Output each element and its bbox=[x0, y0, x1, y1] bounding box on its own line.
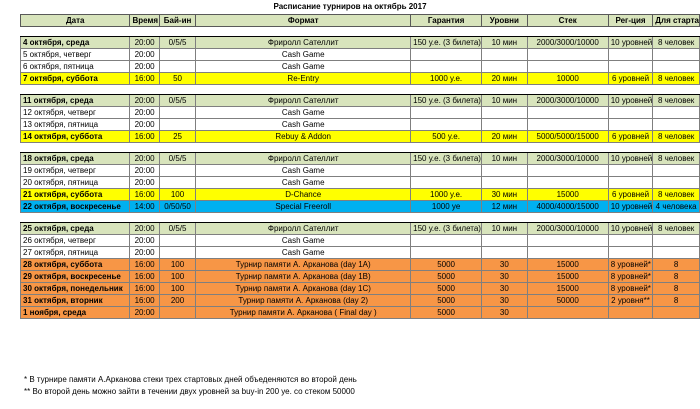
cell-stack: 15000 bbox=[527, 283, 608, 295]
spacer-cell bbox=[196, 85, 411, 95]
spacer-cell bbox=[482, 27, 528, 37]
cell-buyin: 200 bbox=[159, 295, 195, 307]
cell-format: Турнир памяти А. Арканова (day 1C) bbox=[196, 283, 411, 295]
cell-time: 14:00 bbox=[130, 201, 159, 213]
cell-buyin bbox=[159, 177, 195, 189]
spacer-cell bbox=[130, 27, 159, 37]
cell-registration bbox=[608, 165, 653, 177]
cell-time: 16:00 bbox=[130, 131, 159, 143]
cell-to-start: 8 человек bbox=[653, 73, 700, 85]
table-row bbox=[21, 131, 700, 143]
cell-to-start: 8 человек bbox=[653, 95, 700, 107]
cell-stack: 15000 bbox=[527, 189, 608, 201]
cell-buyin bbox=[159, 307, 195, 319]
spacer-cell bbox=[527, 143, 608, 153]
cell-stack: 15000 bbox=[527, 271, 608, 283]
cell-format: Cash Game bbox=[196, 165, 411, 177]
cell-guarantee bbox=[411, 177, 482, 189]
group-spacer bbox=[21, 85, 700, 95]
cell-stack bbox=[527, 247, 608, 259]
spacer-cell bbox=[411, 213, 482, 223]
cell-date: 29 октября, воскресенье bbox=[21, 271, 130, 283]
cell-stack bbox=[527, 61, 608, 73]
cell-guarantee bbox=[411, 49, 482, 61]
cell-registration: 10 уровней bbox=[608, 95, 653, 107]
table-row bbox=[21, 61, 700, 73]
spacer-cell bbox=[653, 213, 700, 223]
cell-date: 31 октября, вторник bbox=[21, 295, 130, 307]
cell-time: 16:00 bbox=[130, 283, 159, 295]
cell-guarantee: 500 у.е. bbox=[411, 131, 482, 143]
header-registration: Рег-ция bbox=[608, 15, 653, 27]
table-row bbox=[21, 189, 700, 201]
spacer-cell bbox=[653, 27, 700, 37]
table-row bbox=[21, 201, 700, 213]
cell-format: Cash Game bbox=[196, 119, 411, 131]
cell-buyin bbox=[159, 61, 195, 73]
cell-buyin: 25 bbox=[159, 131, 195, 143]
cell-date: 22 октября, воскресенье bbox=[21, 201, 130, 213]
cell-format: Rebuy & Addon bbox=[196, 131, 411, 143]
cell-guarantee: 150 у.е. (3 билета) bbox=[411, 223, 482, 235]
table-row bbox=[21, 107, 700, 119]
table-row bbox=[21, 37, 700, 49]
cell-buyin: 0/5/5 bbox=[159, 95, 195, 107]
cell-buyin bbox=[159, 165, 195, 177]
cell-to-start bbox=[653, 49, 700, 61]
cell-guarantee bbox=[411, 119, 482, 131]
table-row bbox=[21, 223, 700, 235]
footnote-1: * В турнире памяти А.Арканова стеки трех стартовых дней объеденяются во второй день bbox=[24, 375, 357, 384]
cell-guarantee: 5000 bbox=[411, 295, 482, 307]
cell-to-start: 8 человек bbox=[653, 223, 700, 235]
cell-levels: 30 bbox=[482, 259, 528, 271]
cell-format: Re-Entry bbox=[196, 73, 411, 85]
cell-to-start bbox=[653, 247, 700, 259]
spacer-cell bbox=[608, 27, 653, 37]
cell-format: Cash Game bbox=[196, 247, 411, 259]
cell-date: 21 октября, суббота bbox=[21, 189, 130, 201]
cell-guarantee bbox=[411, 61, 482, 73]
cell-date: 6 октября, пятница bbox=[21, 61, 130, 73]
spacer-cell bbox=[130, 85, 159, 95]
cell-date: 7 октября, суббота bbox=[21, 73, 130, 85]
group-spacer bbox=[21, 143, 700, 153]
cell-to-start bbox=[653, 307, 700, 319]
cell-buyin: 0/5/5 bbox=[159, 37, 195, 49]
spacer-cell bbox=[159, 27, 195, 37]
cell-buyin: 50 bbox=[159, 73, 195, 85]
cell-registration bbox=[608, 247, 653, 259]
cell-date: 19 октября, четверг bbox=[21, 165, 130, 177]
cell-guarantee bbox=[411, 235, 482, 247]
spacer-cell bbox=[608, 85, 653, 95]
table-row bbox=[21, 165, 700, 177]
cell-to-start bbox=[653, 165, 700, 177]
schedule-table bbox=[20, 14, 700, 319]
footnotes bbox=[24, 374, 357, 398]
cell-format: Турнир памяти А. Арканова ( Final day ) bbox=[196, 307, 411, 319]
spacer-cell bbox=[527, 213, 608, 223]
cell-levels bbox=[482, 49, 528, 61]
cell-levels: 20 мин bbox=[482, 73, 528, 85]
cell-to-start: 8 bbox=[653, 259, 700, 271]
table-row bbox=[21, 49, 700, 61]
cell-levels bbox=[482, 165, 528, 177]
cell-to-start bbox=[653, 119, 700, 131]
cell-stack: 2000/3000/10000 bbox=[527, 153, 608, 165]
spacer-cell bbox=[21, 85, 130, 95]
cell-date: 13 октября, пятница bbox=[21, 119, 130, 131]
cell-stack bbox=[527, 165, 608, 177]
cell-format: Фриролл Сателлит bbox=[196, 223, 411, 235]
cell-guarantee: 150 у.е. (3 билета) bbox=[411, 37, 482, 49]
spacer-cell bbox=[159, 85, 195, 95]
cell-guarantee: 1000 у.е. bbox=[411, 73, 482, 85]
cell-registration: 8 уровней* bbox=[608, 283, 653, 295]
table-row bbox=[21, 259, 700, 271]
cell-to-start: 8 bbox=[653, 295, 700, 307]
table-row bbox=[21, 119, 700, 131]
header-format: Формат bbox=[196, 15, 411, 27]
cell-time: 20:00 bbox=[130, 95, 159, 107]
spacer-cell bbox=[482, 143, 528, 153]
cell-registration bbox=[608, 307, 653, 319]
cell-buyin: 100 bbox=[159, 259, 195, 271]
cell-format: Турнир памяти А. Арканова (day 1B) bbox=[196, 271, 411, 283]
cell-format: Cash Game bbox=[196, 235, 411, 247]
schedule-body bbox=[21, 27, 700, 319]
cell-levels bbox=[482, 177, 528, 189]
cell-time: 20:00 bbox=[130, 61, 159, 73]
spacer-cell bbox=[411, 85, 482, 95]
spacer-cell bbox=[608, 213, 653, 223]
page-title: Расписание турниров на октябрь 2017 bbox=[273, 2, 427, 11]
cell-registration: 8 уровней* bbox=[608, 259, 653, 271]
cell-stack bbox=[527, 119, 608, 131]
cell-stack bbox=[527, 177, 608, 189]
cell-date: 4 октября, среда bbox=[21, 37, 130, 49]
cell-stack: 2000/3000/10000 bbox=[527, 37, 608, 49]
table-row bbox=[21, 177, 700, 189]
cell-to-start: 8 bbox=[653, 271, 700, 283]
cell-to-start: 8 bbox=[653, 283, 700, 295]
cell-to-start bbox=[653, 61, 700, 73]
cell-date: 14 октября, суббота bbox=[21, 131, 130, 143]
spacer-cell bbox=[21, 27, 130, 37]
cell-buyin bbox=[159, 49, 195, 61]
cell-format: Фриролл Сателлит bbox=[196, 95, 411, 107]
cell-format: Cash Game bbox=[196, 61, 411, 73]
cell-time: 20:00 bbox=[130, 107, 159, 119]
cell-format: D-Chance bbox=[196, 189, 411, 201]
cell-stack bbox=[527, 107, 608, 119]
cell-time: 20:00 bbox=[130, 165, 159, 177]
cell-guarantee: 1000 у.е. bbox=[411, 189, 482, 201]
cell-levels bbox=[482, 247, 528, 259]
header-stack: Стек bbox=[527, 15, 608, 27]
cell-registration: 10 уровней bbox=[608, 37, 653, 49]
cell-date: 30 октября, понедельник bbox=[21, 283, 130, 295]
table-row bbox=[21, 95, 700, 107]
cell-buyin bbox=[159, 107, 195, 119]
cell-buyin: 0/5/5 bbox=[159, 153, 195, 165]
cell-levels: 30 bbox=[482, 283, 528, 295]
cell-date: 25 октября, среда bbox=[21, 223, 130, 235]
cell-time: 16:00 bbox=[130, 73, 159, 85]
cell-registration bbox=[608, 119, 653, 131]
cell-guarantee: 5000 bbox=[411, 283, 482, 295]
cell-levels: 30 bbox=[482, 307, 528, 319]
spacer-cell bbox=[130, 143, 159, 153]
cell-date: 5 октября, четверг bbox=[21, 49, 130, 61]
cell-buyin bbox=[159, 119, 195, 131]
cell-stack: 10000 bbox=[527, 73, 608, 85]
spacer-cell bbox=[196, 213, 411, 223]
cell-to-start: 8 человек bbox=[653, 153, 700, 165]
cell-time: 20:00 bbox=[130, 247, 159, 259]
cell-date: 28 октября, суббота bbox=[21, 259, 130, 271]
spacer-cell bbox=[159, 143, 195, 153]
spacer-cell bbox=[411, 143, 482, 153]
cell-levels: 30 мин bbox=[482, 189, 528, 201]
footnote-2: ** Во второй день можно зайти в течении двух уровней за buy-in 200 уе. со стеком 50000 bbox=[24, 387, 355, 396]
cell-to-start bbox=[653, 235, 700, 247]
cell-registration bbox=[608, 177, 653, 189]
table-row bbox=[21, 271, 700, 283]
cell-levels: 10 мин bbox=[482, 153, 528, 165]
cell-date: 26 октября, четверг bbox=[21, 235, 130, 247]
cell-to-start: 8 человек bbox=[653, 131, 700, 143]
cell-buyin: 100 bbox=[159, 283, 195, 295]
cell-buyin: 100 bbox=[159, 189, 195, 201]
cell-guarantee: 5000 bbox=[411, 271, 482, 283]
table-row bbox=[21, 283, 700, 295]
spacer-cell bbox=[130, 213, 159, 223]
cell-levels bbox=[482, 235, 528, 247]
cell-registration: 2 уровня** bbox=[608, 295, 653, 307]
spacer-cell bbox=[608, 143, 653, 153]
cell-time: 20:00 bbox=[130, 37, 159, 49]
group-spacer bbox=[21, 213, 700, 223]
cell-stack: 4000/4000/15000 bbox=[527, 201, 608, 213]
header-levels: Уровни bbox=[482, 15, 528, 27]
cell-stack: 50000 bbox=[527, 295, 608, 307]
table-row bbox=[21, 73, 700, 85]
cell-registration: 10 уровней bbox=[608, 201, 653, 213]
header-guarantee: Гарантия bbox=[411, 15, 482, 27]
cell-time: 16:00 bbox=[130, 271, 159, 283]
cell-time: 20:00 bbox=[130, 307, 159, 319]
cell-format: Cash Game bbox=[196, 49, 411, 61]
header-row bbox=[21, 15, 700, 27]
cell-levels bbox=[482, 107, 528, 119]
cell-stack bbox=[527, 235, 608, 247]
cell-date: 11 октября, среда bbox=[21, 95, 130, 107]
cell-to-start: 8 человек bbox=[653, 189, 700, 201]
cell-time: 20:00 bbox=[130, 119, 159, 131]
cell-to-start bbox=[653, 107, 700, 119]
cell-date: 20 октября, пятница bbox=[21, 177, 130, 189]
cell-time: 20:00 bbox=[130, 153, 159, 165]
cell-registration bbox=[608, 49, 653, 61]
cell-guarantee: 5000 bbox=[411, 307, 482, 319]
cell-levels: 10 мин bbox=[482, 37, 528, 49]
cell-time: 20:00 bbox=[130, 177, 159, 189]
table-row bbox=[21, 307, 700, 319]
cell-format: Special Freeroll bbox=[196, 201, 411, 213]
cell-registration: 6 уровней bbox=[608, 189, 653, 201]
cell-registration bbox=[608, 107, 653, 119]
cell-guarantee: 150 у.е. (3 билета) bbox=[411, 153, 482, 165]
cell-date: 12 октября, четверг bbox=[21, 107, 130, 119]
spacer-cell bbox=[653, 143, 700, 153]
spacer-cell bbox=[482, 85, 528, 95]
cell-guarantee: 1000 уе bbox=[411, 201, 482, 213]
header-time: Время bbox=[130, 15, 159, 27]
cell-buyin bbox=[159, 247, 195, 259]
cell-levels: 12 мин bbox=[482, 201, 528, 213]
cell-date: 1 ноября, среда bbox=[21, 307, 130, 319]
spacer-cell bbox=[527, 85, 608, 95]
table-row bbox=[21, 153, 700, 165]
cell-stack: 2000/3000/10000 bbox=[527, 223, 608, 235]
cell-levels: 30 bbox=[482, 271, 528, 283]
cell-guarantee bbox=[411, 165, 482, 177]
cell-buyin: 0/5/5 bbox=[159, 223, 195, 235]
header-buyin: Бай-ин bbox=[159, 15, 195, 27]
spacer-cell bbox=[196, 143, 411, 153]
cell-registration: 10 уровней bbox=[608, 223, 653, 235]
cell-levels bbox=[482, 61, 528, 73]
cell-format: Cash Game bbox=[196, 107, 411, 119]
cell-registration bbox=[608, 61, 653, 73]
cell-registration: 10 уровней bbox=[608, 153, 653, 165]
cell-registration bbox=[608, 235, 653, 247]
group-spacer bbox=[21, 27, 700, 37]
cell-buyin bbox=[159, 235, 195, 247]
cell-levels: 10 мин bbox=[482, 223, 528, 235]
cell-to-start bbox=[653, 177, 700, 189]
cell-registration: 6 уровней bbox=[608, 131, 653, 143]
cell-levels: 10 мин bbox=[482, 95, 528, 107]
cell-buyin: 0/50/50 bbox=[159, 201, 195, 213]
cell-levels: 20 мин bbox=[482, 131, 528, 143]
cell-buyin: 100 bbox=[159, 271, 195, 283]
spacer-cell bbox=[653, 85, 700, 95]
cell-registration: 6 уровней bbox=[608, 73, 653, 85]
cell-time: 16:00 bbox=[130, 259, 159, 271]
cell-time: 16:00 bbox=[130, 189, 159, 201]
cell-time: 20:00 bbox=[130, 49, 159, 61]
spacer-cell bbox=[482, 213, 528, 223]
cell-to-start: 8 человек bbox=[653, 37, 700, 49]
cell-stack: 2000/3000/10000 bbox=[527, 95, 608, 107]
cell-guarantee bbox=[411, 107, 482, 119]
cell-registration: 8 уровней* bbox=[608, 271, 653, 283]
cell-levels bbox=[482, 119, 528, 131]
spacer-cell bbox=[411, 27, 482, 37]
spacer-cell bbox=[527, 27, 608, 37]
cell-time: 20:00 bbox=[130, 223, 159, 235]
table-row bbox=[21, 295, 700, 307]
cell-levels: 30 bbox=[482, 295, 528, 307]
spacer-cell bbox=[159, 213, 195, 223]
cell-stack: 15000 bbox=[527, 259, 608, 271]
cell-to-start: 4 человека bbox=[653, 201, 700, 213]
table-row bbox=[21, 247, 700, 259]
cell-stack: 5000/5000/15000 bbox=[527, 131, 608, 143]
spacer-cell bbox=[196, 27, 411, 37]
cell-stack bbox=[527, 307, 608, 319]
cell-date: 27 октября, пятница bbox=[21, 247, 130, 259]
spacer-cell bbox=[21, 213, 130, 223]
cell-date: 18 октября, среда bbox=[21, 153, 130, 165]
cell-time: 16:00 bbox=[130, 295, 159, 307]
spacer-cell bbox=[21, 143, 130, 153]
header-date: Дата bbox=[21, 15, 130, 27]
cell-guarantee: 5000 bbox=[411, 259, 482, 271]
cell-format: Фриролл Сателлит bbox=[196, 153, 411, 165]
cell-stack bbox=[527, 49, 608, 61]
cell-guarantee bbox=[411, 247, 482, 259]
cell-guarantee: 150 у.е. (3 билета) bbox=[411, 95, 482, 107]
header-to-start: Для старта bbox=[653, 15, 700, 27]
cell-format: Фриролл Сателлит bbox=[196, 37, 411, 49]
cell-time: 20:00 bbox=[130, 235, 159, 247]
cell-format: Турнир памяти А. Арканова (day 2) bbox=[196, 295, 411, 307]
table-row bbox=[21, 235, 700, 247]
cell-format: Турнир памяти А. Арканова (day 1A) bbox=[196, 259, 411, 271]
cell-format: Cash Game bbox=[196, 177, 411, 189]
